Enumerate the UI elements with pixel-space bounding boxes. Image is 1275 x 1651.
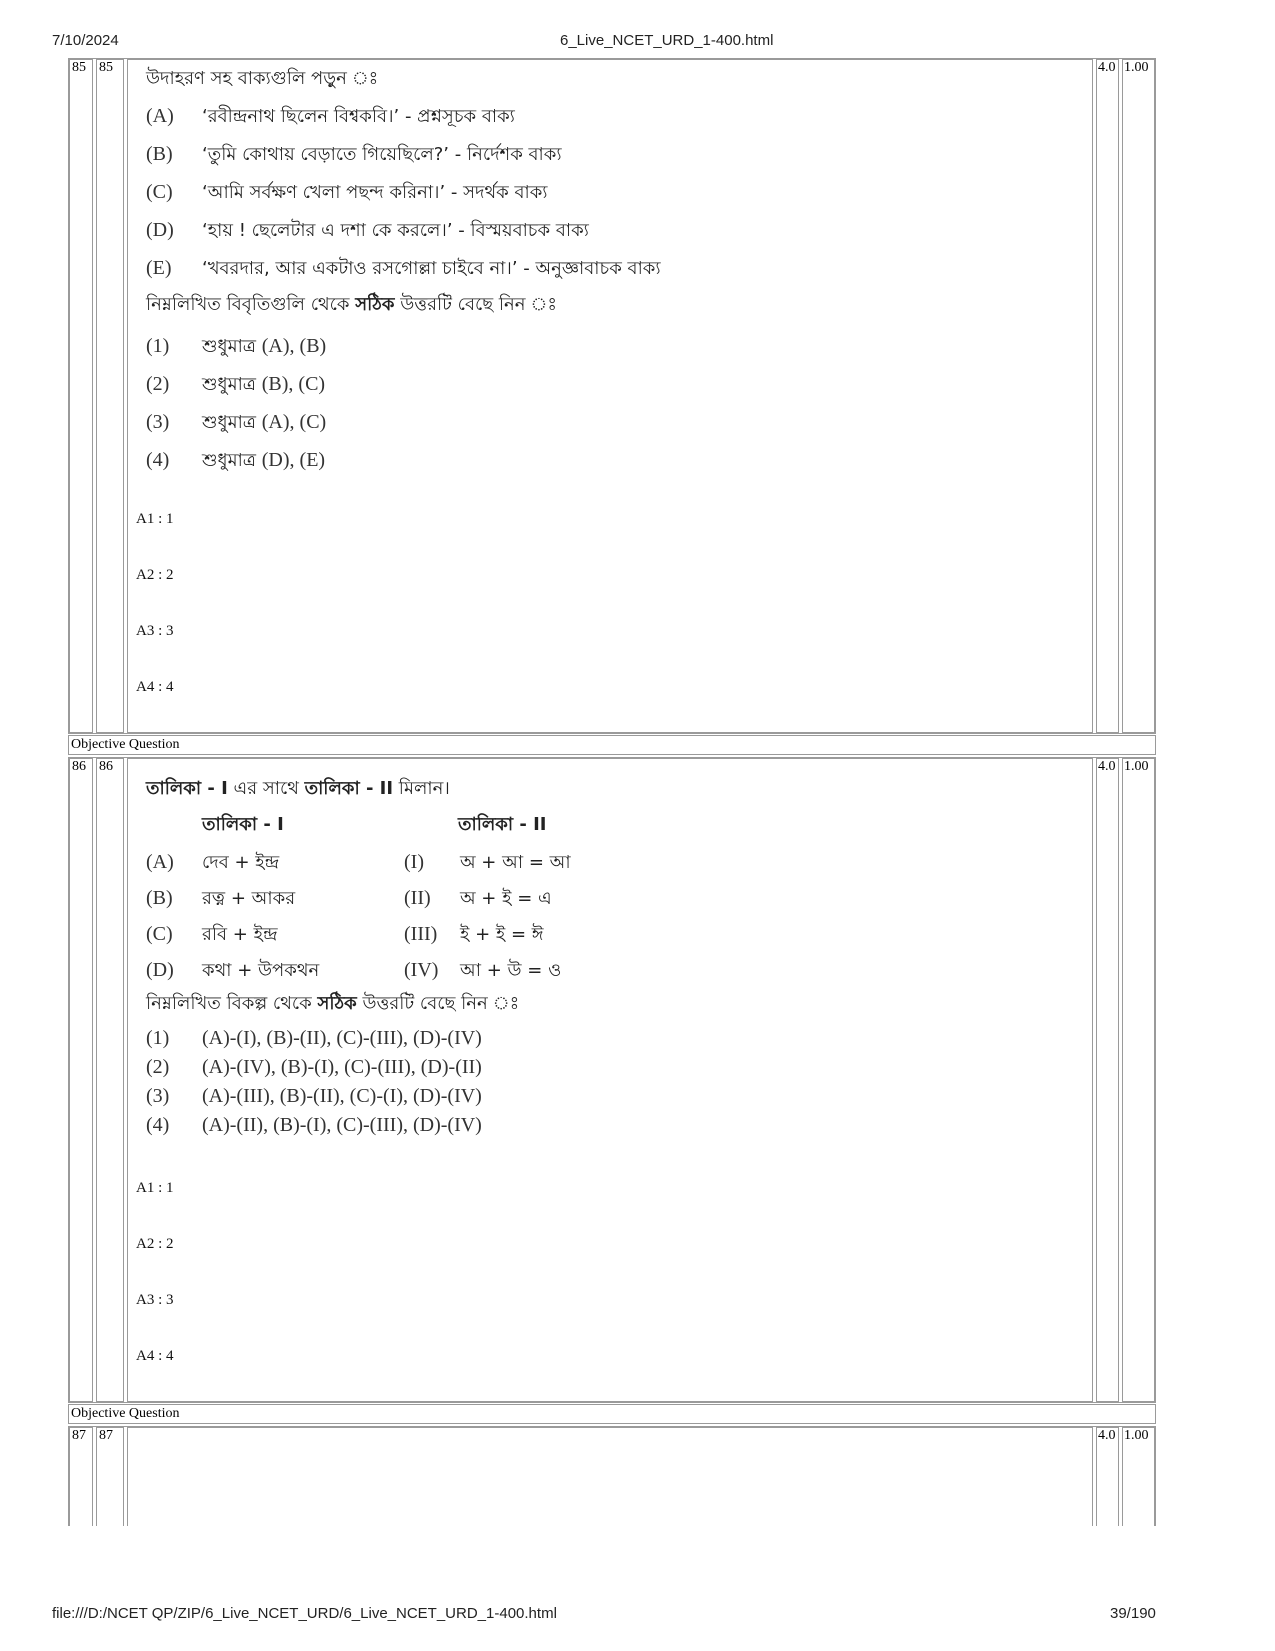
- q86-marks: 4.0: [1098, 759, 1116, 774]
- q86-answer-option: A4 : 4: [136, 1348, 174, 1364]
- q85-statement: (E) ‘খবরদার, আর একটাও রসগোল্লা চাইবে না।’ - অনুজ্ঞাবাচক বাক্য: [146, 257, 661, 279]
- q85-answer-option: A1 : 1: [136, 511, 174, 527]
- q85-prompt: নিম্নলিখিত বিবৃতিগুলি থেকে সঠিক উত্তরটি বেছে নিন ঃ: [146, 294, 557, 315]
- q86-match-row: (B) রত্ন + আকর: [146, 887, 296, 909]
- q85-negative-marks: 1.00: [1124, 60, 1149, 75]
- q85-negative-cell: [1122, 59, 1155, 733]
- q85-choice: (4) শুধুমাত্র (D), (E): [146, 449, 326, 471]
- q85-serial: 85: [72, 60, 86, 75]
- q86-match-row-right: (IV) আ + উ = ও: [404, 959, 562, 981]
- q85-statement: (B) ‘তুমি কোথায় বেড়াতে গিয়েছিলে?’ - নির্দেশক বাক্য: [146, 143, 562, 165]
- q86-serial-cell: [69, 758, 93, 1402]
- q86-answer-option: A1 : 1: [136, 1180, 174, 1196]
- q86-choice: (1) (A)-(I), (B)-(II), (C)-(III), (D)-(IV): [146, 1027, 482, 1049]
- document-title: 6_Live_NCET_URD_1-400.html: [560, 32, 774, 49]
- q87-negative-marks: 1.00: [1124, 1428, 1149, 1443]
- q85-answer-option: A4 : 4: [136, 679, 174, 695]
- q86-answer-option: A3 : 3: [136, 1292, 174, 1308]
- q85-answer-option: A3 : 3: [136, 623, 174, 639]
- q85-statement: (A) ‘রবীন্দ্রনাথ ছিলেন বিশ্বকবি।’ - প্রশ্নসূচক বাক্য: [146, 105, 515, 127]
- q86-choice: (3) (A)-(III), (B)-(II), (C)-(I), (D)-(IV): [146, 1085, 482, 1107]
- q86-number-cell: [96, 758, 124, 1402]
- q86-negative-marks: 1.00: [1124, 759, 1149, 774]
- q86-match-row-right: (I) অ + আ = আ: [404, 851, 571, 873]
- q85-choice: (3) শুধুমাত্র (A), (C): [146, 411, 327, 433]
- q85-serial-cell: [69, 59, 93, 733]
- objective-question-label: Objective Question: [71, 1406, 180, 1421]
- q85-number-cell: [96, 59, 124, 733]
- q86-list1-heading: তালিকা - I: [202, 814, 284, 835]
- q86-serial: 86: [72, 759, 86, 774]
- q87-marks: 4.0: [1098, 1428, 1116, 1443]
- objective-question-row: [68, 735, 1156, 755]
- q86-match-row-right: (II) অ + ই = এ: [404, 887, 552, 909]
- q87-content-cell: [127, 1427, 1093, 1526]
- q85-answer-option: A2 : 2: [136, 567, 174, 583]
- q85-choice: (1) শুধুমাত্র (A), (B): [146, 335, 327, 357]
- q85-marks-cell: [1096, 59, 1119, 733]
- q85-statement: (D) ‘হায় ! ছেলেটার এ দশা কে করলে।’ - বিস্ময়বাচক বাক্য: [146, 219, 589, 241]
- q86-match-row-right: (III) ই + ই = ঈ: [404, 923, 544, 945]
- objective-question-row: [68, 1404, 1156, 1424]
- q86-prompt: নিম্নলিখিত বিকল্প থেকে সঠিক উত্তরটি বেছে নিন ঃ: [146, 993, 520, 1014]
- q86-number: 86: [99, 759, 113, 774]
- q86-match-row: (D) কথা + উপকথন: [146, 959, 320, 981]
- q86-match-row: (C) রবি + ইন্দ্র: [146, 923, 278, 945]
- objective-question-label: Objective Question: [71, 737, 180, 752]
- q86-negative-cell: [1122, 758, 1155, 1402]
- q87-serial: 87: [72, 1428, 86, 1443]
- q87-number: 87: [99, 1428, 113, 1443]
- print-date: 7/10/2024: [52, 32, 119, 49]
- page-number: 39/190: [1110, 1605, 1156, 1622]
- q85-marks: 4.0: [1098, 60, 1116, 75]
- q86-choice: (2) (A)-(IV), (B)-(I), (C)-(III), (D)-(II): [146, 1056, 482, 1078]
- q86-answer-option: A2 : 2: [136, 1236, 174, 1252]
- q86-choice: (4) (A)-(II), (B)-(I), (C)-(III), (D)-(IV): [146, 1114, 482, 1136]
- q85-number: 85: [99, 60, 113, 75]
- q86-list2-heading: তালিকা - II: [458, 814, 547, 835]
- file-path: file:///D:/NCET QP/ZIP/6_Live_NCET_URD/6_Live_NCET_URD_1-400.html: [52, 1605, 557, 1622]
- q85-intro: উদাহরণ সহ বাক্যগুলি পড়ুন ঃ: [146, 68, 379, 89]
- q86-match-row: (A) দেব + ইন্দ্র: [146, 851, 280, 873]
- q86-marks-cell: [1096, 758, 1119, 1402]
- q85-choice: (2) শুধুমাত্র (B), (C): [146, 373, 326, 395]
- q85-statement: (C) ‘আমি সর্বক্ষণ খেলা পছন্দ করিনা।’ - সদর্থক বাক্য: [146, 181, 548, 203]
- q86-intro: তালিকা - I এর সাথে তালিকা - II মিলান।: [146, 778, 450, 799]
